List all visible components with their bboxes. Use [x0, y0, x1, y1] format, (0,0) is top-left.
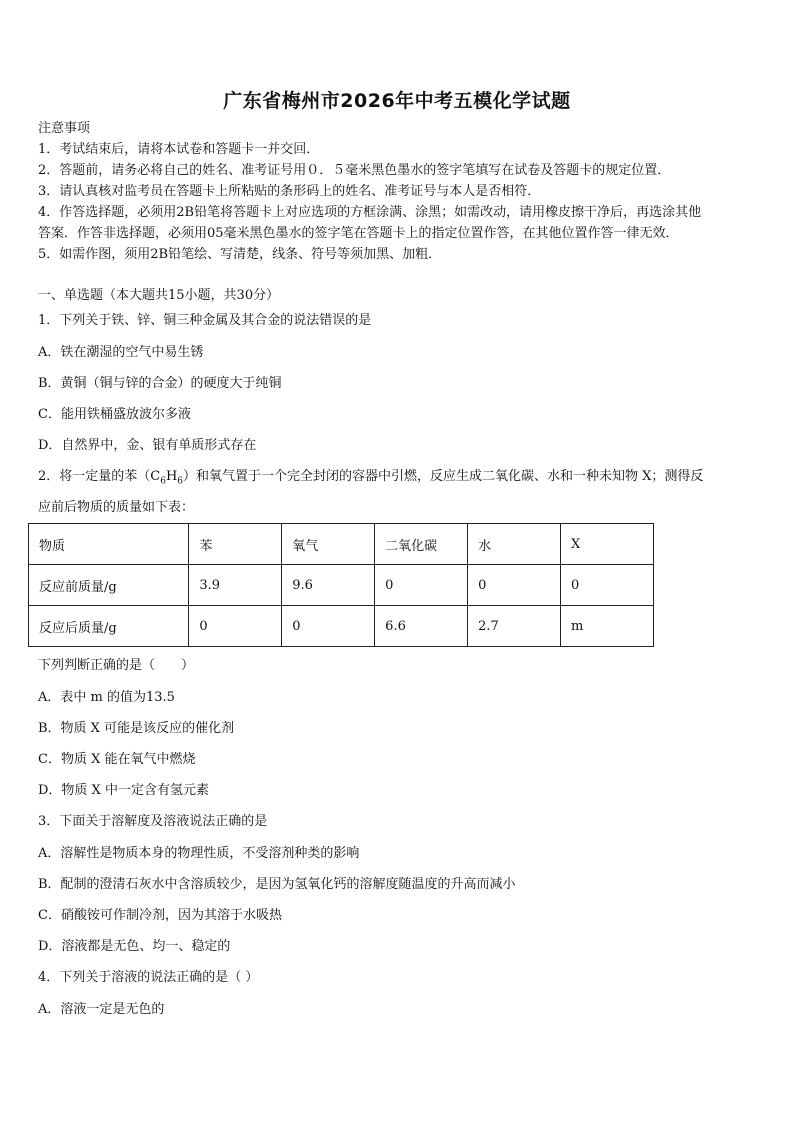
- question-3-option-d: D．溶液都是无色、均一、稳定的: [38, 939, 231, 954]
- table-header-cell: X: [561, 524, 654, 565]
- notice-heading: 注意事项: [38, 121, 91, 136]
- table-cell: 9.6: [282, 565, 375, 606]
- table-header-cell: 物质: [29, 524, 189, 565]
- question-1-stem: 1．下列关于铁、锌、铜三种金属及其合金的说法错误的是: [38, 313, 372, 328]
- table-cell: 反应后质量/g: [29, 606, 189, 647]
- question-3-option-b: B．配制的澄清石灰水中含溶质较少，是因为氢氧化钙的溶解度随温度的升高而减小: [38, 877, 516, 892]
- table-header-cell: 水: [468, 524, 561, 565]
- table-cell: 0: [189, 606, 282, 647]
- question-1-option-c: C．能用铁桶盛放波尔多液: [38, 407, 191, 422]
- notice-item: 1．考试结束后，请将本试卷和答题卡一并交回．: [38, 142, 320, 157]
- table-header-cell: 二氧化碳: [375, 524, 468, 565]
- question-1-option-a: A．铁在潮湿的空气中易生锈: [38, 345, 204, 360]
- question-2-option-d: D．物质 X 中一定含有氢元素: [38, 783, 209, 798]
- notice-item: 4．作答选择题，必须用2B铅笔将答题卡上对应选项的方框涂满、涂黑；如需改动，请用橡皮擦干净后，再选涂其他: [38, 205, 702, 220]
- table-row: [29, 565, 654, 606]
- question-4-stem: 4．下列关于溶液的说法正确的是（ ）: [38, 970, 259, 985]
- mass-table: [28, 523, 654, 647]
- question-2-prompt: 下列判断正确的是（ ）: [38, 658, 195, 673]
- question-2-option-c: C．物质 X 能在氧气中燃烧: [38, 752, 196, 767]
- question-2-stem-line2: 应前后物质的质量如下表：: [38, 500, 195, 515]
- table-cell: 0: [468, 565, 561, 606]
- question-2-stem: 2．将一定量的苯$(C_6H_6)$和氧气置于一个完全封闭的容器中引燃，反应生成二氧化碳、水和一种未知物 X；测得反: [38, 469, 704, 487]
- table-cell: 0: [375, 565, 468, 606]
- table-cell: 反应前质量/g: [29, 565, 189, 606]
- table-cell: 3.9: [189, 565, 282, 606]
- table-row: [29, 606, 654, 647]
- question-3-option-c: C．硝酸铵可作制冷剂，因为其溶于水吸热: [38, 908, 282, 923]
- question-1-option-b: B．黄铜（铜与锌的合金）的硬度大于纯铜: [38, 376, 282, 391]
- table-header-row: [29, 524, 654, 565]
- section-heading: 一、单选题（本大题共15小题，共30分）: [38, 288, 280, 303]
- table-cell: 0: [282, 606, 375, 647]
- question-2-option-b: B．物质 X 可能是该反应的催化剂: [38, 721, 235, 736]
- table-header-cell: 氧气: [282, 524, 375, 565]
- table-cell: m: [561, 606, 654, 647]
- table-header-cell: 苯: [189, 524, 282, 565]
- page-title: 广东省梅州市2026年中考五模化学试题: [223, 90, 571, 112]
- question-3-option-a: A．溶解性是物质本身的物理性质，不受溶剂种类的影响: [38, 846, 360, 861]
- notice-item: 答案．作答非选择题，必须用05毫米黑色墨水的签字笔在答题卡上的指定位置作答，在其他位置作答一律无效．: [38, 226, 679, 241]
- notice-item: 2．答题前，请务必将自己的姓名、准考证号用０．５毫米黑色墨水的签字笔填写在试卷及答题卡的规定位置．: [38, 163, 671, 178]
- table-cell: 0: [561, 565, 654, 606]
- question-2-option-a: A．表中 m 的值为13.5: [38, 690, 175, 705]
- question-3-stem: 3．下面关于溶解度及溶液说法正确的是: [38, 814, 268, 829]
- table-cell: 6.6: [375, 606, 468, 647]
- table-cell: 2.7: [468, 606, 561, 647]
- question-4-option-a: A．溶液一定是无色的: [38, 1002, 165, 1017]
- notice-item: 3．请认真核对监考员在答题卡上所粘贴的条形码上的姓名、准考证号与本人是否相符．: [38, 184, 541, 199]
- question-1-option-d: D．自然界中，金、银有单质形式存在: [38, 438, 257, 453]
- notice-item: 5．如需作图，须用2B铅笔绘、写清楚，线条、符号等须加黑、加粗．: [38, 247, 442, 262]
